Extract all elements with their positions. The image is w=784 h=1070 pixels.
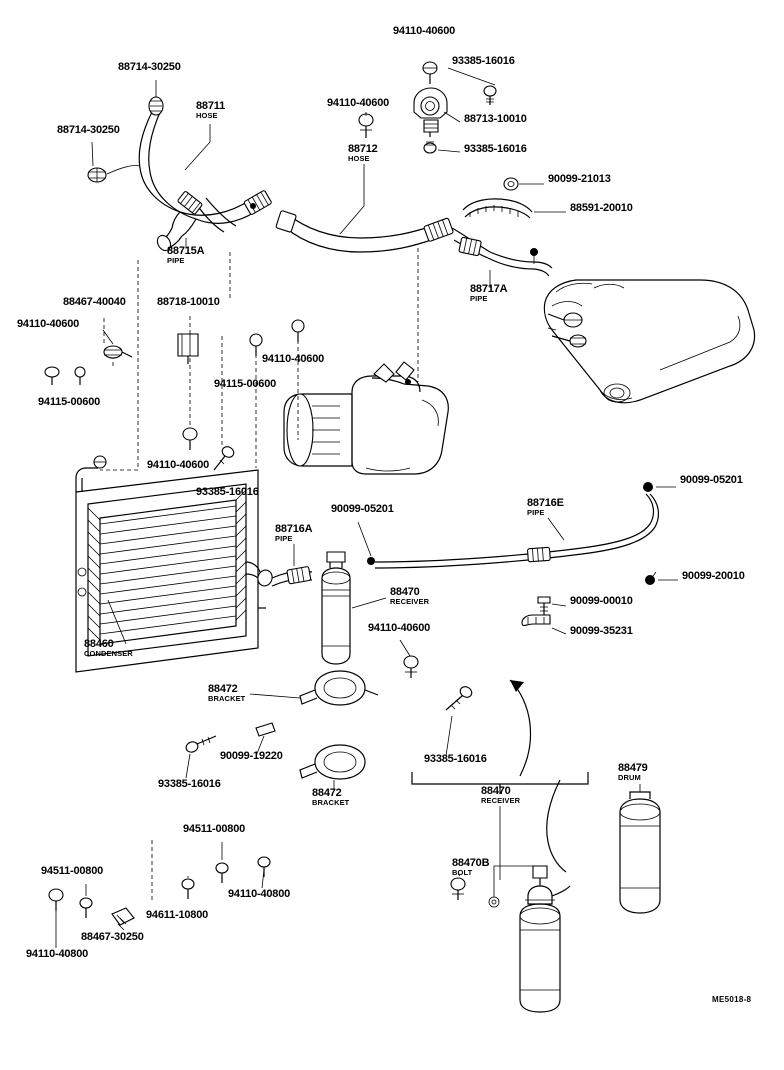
label-90099-05201-b: 90099-05201 (680, 474, 743, 486)
label-88715A-pipe: 88715A PIPE (167, 245, 205, 266)
label-90099-19220: 90099-19220 (220, 750, 283, 762)
label-94110-40600-a: 94110-40600 (327, 97, 390, 109)
label-94511-00800-b: 94511-00800 (41, 865, 104, 877)
label-88470-receiver-top: 88470 RECEIVER (390, 586, 430, 607)
label-88714-30250-lower: 88714-30250 (57, 124, 120, 136)
label-88472-bracket-a: 88472 BRACKET (208, 683, 246, 704)
label-88712-hose: 88712 HOSE (348, 143, 378, 164)
label-88470-receiver-btm: 88470 RECEIVER (481, 785, 521, 806)
label-93385-16016-b: 93385-16016 (464, 143, 527, 155)
label-94115-00600-a: 94115-00600 (38, 396, 101, 408)
label-88716E-pipe: 88716E PIPE (527, 497, 564, 518)
label-94110-40800-b: 94110-40800 (26, 948, 89, 960)
label-88717A-pipe: 88717A PIPE (470, 283, 508, 304)
label-93385-16016-e: 93385-16016 (424, 753, 487, 765)
label-94115-00600-b: 94115-00600 (214, 378, 277, 390)
label-93385-16016-a: 93385-16016 (452, 55, 515, 67)
label-94110-40600-f: 94110-40600 (368, 622, 431, 634)
label-93385-16016-d: 93385-16016 (158, 778, 221, 790)
label-94511-00800-a: 94511-00800 (183, 823, 246, 835)
label-90099-35231: 90099-35231 (570, 625, 633, 637)
label-90099-05201-a: 90099-05201 (331, 503, 394, 515)
label-90099-20010: 90099-20010 (682, 570, 745, 582)
label-88467-40040: 88467-40040 (63, 296, 126, 308)
label-94611-10800: 94611-10800 (146, 909, 209, 921)
label-94110-40600-e: 94110-40600 (147, 459, 210, 471)
label-88479-drum: 88479 DRUM (618, 762, 648, 783)
label-88714-30250-upper: 88714-30250 (118, 61, 181, 73)
label-93385-16016-c: 93385-16016 (196, 486, 259, 498)
label-94110-40600-b: 94110-40600 (393, 25, 456, 37)
label-88470B-bolt: 88470B BOLT (452, 857, 490, 878)
label-88472-bracket-b: 88472 BRACKET (312, 787, 350, 808)
label-88713-10010: 88713-10010 (464, 113, 527, 125)
label-88716A-pipe: 88716A PIPE (275, 523, 313, 544)
label-94110-40600-d: 94110-40600 (262, 353, 325, 365)
label-88591-20010: 88591-20010 (570, 202, 633, 214)
label-88460-condenser: 88460 CONDENSER (84, 638, 133, 659)
label-88718-10010: 88718-10010 (157, 296, 220, 308)
label-94110-40800-a: 94110-40800 (228, 888, 291, 900)
label-88711-hose: 88711 HOSE (196, 100, 225, 121)
label-88467-30250: 88467-30250 (81, 931, 144, 943)
label-94110-40600-c: 94110-40600 (17, 318, 80, 330)
sheet-code: ME5018-8 (712, 995, 752, 1004)
label-90099-00010: 90099-00010 (570, 595, 633, 607)
label-90099-21013: 90099-21013 (548, 173, 611, 185)
